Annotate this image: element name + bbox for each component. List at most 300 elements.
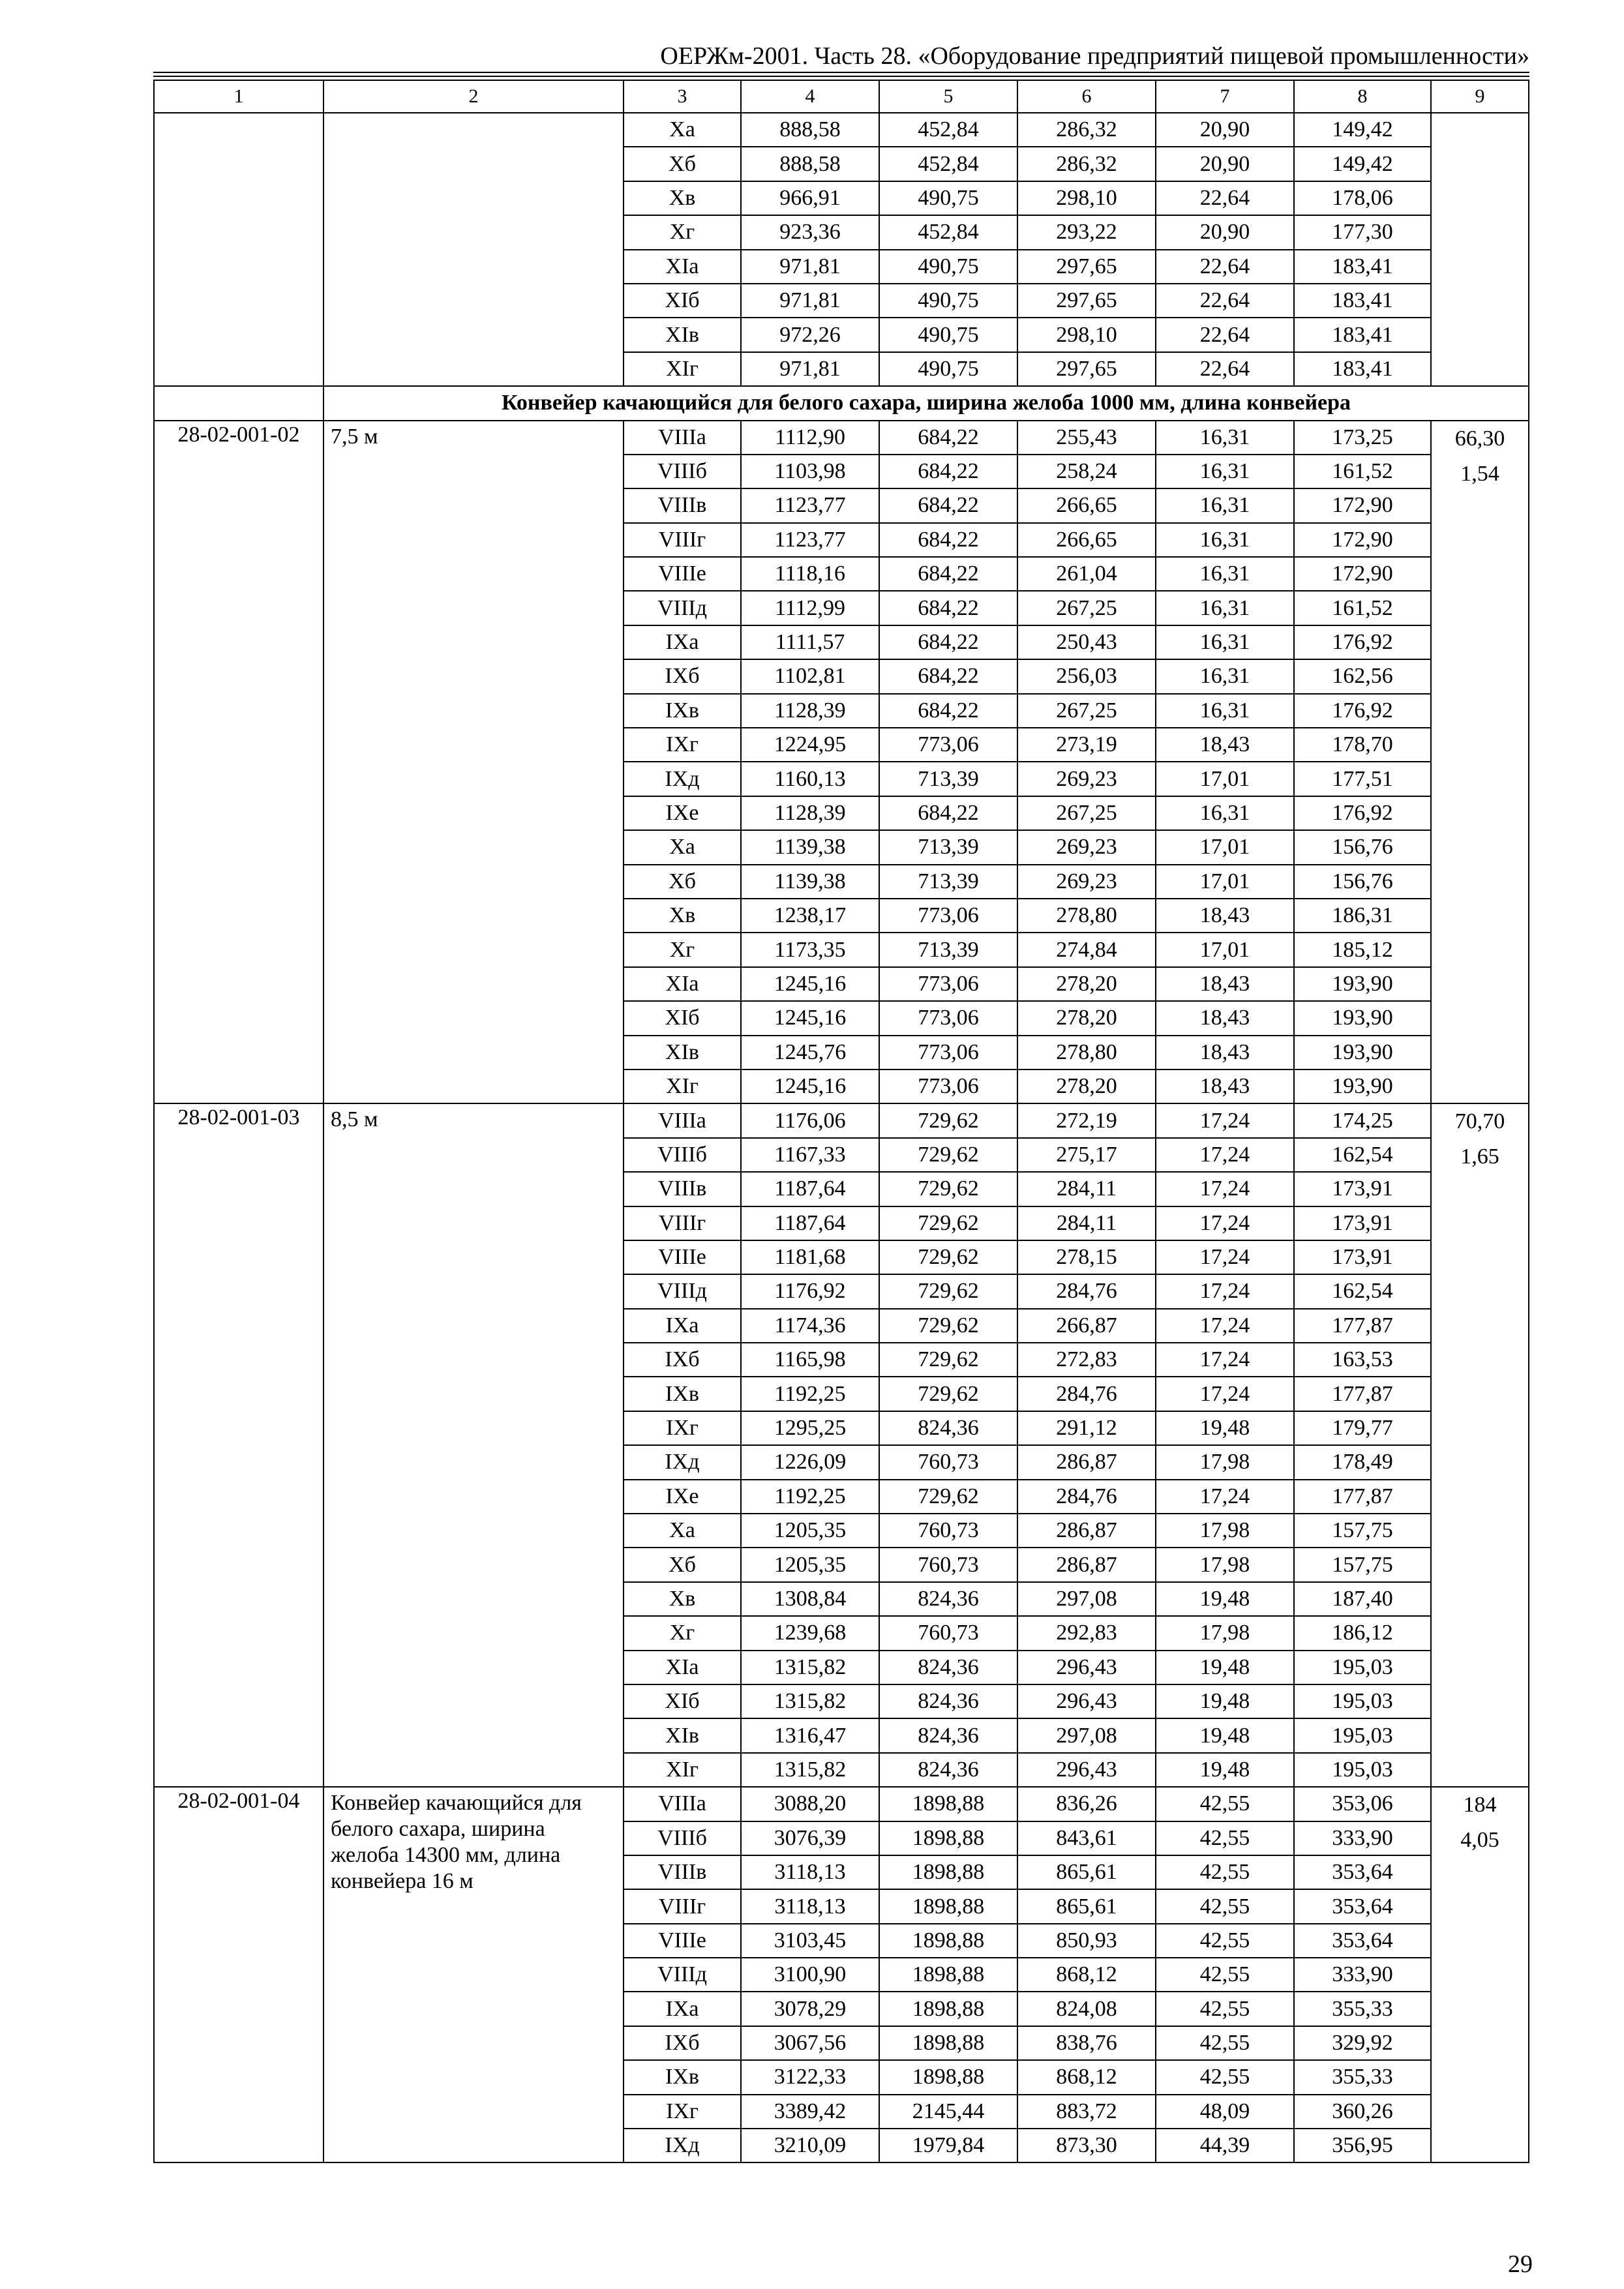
total-cost: 3103,45 xyxy=(741,1924,879,1958)
labor-cost-machinists: 4,05 xyxy=(1460,1828,1499,1853)
zone-code: XIб xyxy=(624,284,741,318)
zone-code: VIIIг xyxy=(624,523,741,557)
materials-cost: 172,90 xyxy=(1294,557,1431,591)
labor-cost-machinists: 1,54 xyxy=(1460,461,1499,486)
machine-cost: 278,15 xyxy=(1017,1240,1156,1274)
zone-code: VIIIв xyxy=(624,488,741,522)
machine-cost: 297,65 xyxy=(1017,284,1156,318)
machine-cost: 291,12 xyxy=(1017,1411,1156,1445)
machine-cost: 292,83 xyxy=(1017,1616,1156,1650)
materials-cost: 177,87 xyxy=(1294,1309,1431,1343)
materials-cost: 355,33 xyxy=(1294,2060,1431,2094)
materials-cost: 353,06 xyxy=(1294,1787,1431,1821)
total-cost: 1315,82 xyxy=(741,1684,879,1718)
materials-cost: 157,75 xyxy=(1294,1514,1431,1548)
zone-code: XIг xyxy=(624,352,741,386)
machine-cost: 275,17 xyxy=(1017,1138,1156,1172)
machinist-wages: 42,55 xyxy=(1156,1787,1294,1821)
machinist-wages: 20,90 xyxy=(1156,215,1294,249)
zone-code: VIIIб xyxy=(624,1821,741,1855)
machine-cost: 296,43 xyxy=(1017,1753,1156,1787)
zone-code: XIб xyxy=(624,1684,741,1718)
materials-cost: 176,92 xyxy=(1294,625,1431,659)
materials-cost: 161,52 xyxy=(1294,455,1431,488)
zone-code: VIIIe xyxy=(624,557,741,591)
estimate-table xyxy=(153,80,1529,2163)
machinist-wages: 22,64 xyxy=(1156,352,1294,386)
column-number-row xyxy=(154,80,1529,113)
materials-cost: 162,56 xyxy=(1294,659,1431,693)
machinist-wages: 17,01 xyxy=(1156,865,1294,899)
total-cost: 1205,35 xyxy=(741,1548,879,1581)
labor-values-cell xyxy=(1431,113,1529,386)
wages: 824,36 xyxy=(879,1582,1017,1616)
total-cost: 1316,47 xyxy=(741,1718,879,1752)
machine-cost: 255,43 xyxy=(1017,421,1156,455)
machine-cost: 286,87 xyxy=(1017,1548,1156,1581)
total-cost: 3389,42 xyxy=(741,2095,879,2129)
table-row xyxy=(154,1787,1529,1821)
wages: 760,73 xyxy=(879,1548,1017,1581)
rate-code: 28-02-001-04 xyxy=(154,1787,323,2162)
wages: 729,62 xyxy=(879,1138,1017,1172)
total-cost: 1102,81 xyxy=(741,659,879,693)
machinist-wages: 44,39 xyxy=(1156,2129,1294,2162)
wages: 1898,88 xyxy=(879,1855,1017,1889)
machinist-wages: 16,31 xyxy=(1156,796,1294,830)
total-cost: 1167,33 xyxy=(741,1138,879,1172)
total-cost: 971,81 xyxy=(741,250,879,284)
total-cost: 3076,39 xyxy=(741,1821,879,1855)
column-number: 5 xyxy=(879,80,1017,113)
total-cost: 1245,76 xyxy=(741,1036,879,1070)
total-cost: 1308,84 xyxy=(741,1582,879,1616)
materials-cost: 163,53 xyxy=(1294,1343,1431,1377)
machine-cost: 284,11 xyxy=(1017,1172,1156,1206)
total-cost: 971,81 xyxy=(741,284,879,318)
machinist-wages: 20,90 xyxy=(1156,113,1294,147)
materials-cost: 183,41 xyxy=(1294,284,1431,318)
total-cost: 971,81 xyxy=(741,352,879,386)
total-cost: 1226,09 xyxy=(741,1445,879,1479)
wages: 452,84 xyxy=(879,147,1017,181)
machine-cost: 278,80 xyxy=(1017,899,1156,933)
rate-code: 28-02-001-03 xyxy=(154,1103,323,1787)
materials-cost: 177,87 xyxy=(1294,1377,1431,1411)
machinist-wages: 16,31 xyxy=(1156,625,1294,659)
total-cost: 1245,16 xyxy=(741,967,879,1001)
materials-cost: 178,06 xyxy=(1294,181,1431,215)
total-cost: 1245,16 xyxy=(741,1070,879,1103)
wages: 1898,88 xyxy=(879,1992,1017,2026)
machine-cost: 278,20 xyxy=(1017,1070,1156,1103)
total-cost: 1173,35 xyxy=(741,933,879,966)
total-cost: 1176,06 xyxy=(741,1103,879,1137)
rate-description: 8,5 м xyxy=(331,1107,378,1132)
machinist-wages: 19,48 xyxy=(1156,1684,1294,1718)
total-cost: 1192,25 xyxy=(741,1480,879,1514)
machinist-wages: 16,31 xyxy=(1156,523,1294,557)
zone-code: Xг xyxy=(624,933,741,966)
machine-cost: 274,84 xyxy=(1017,933,1156,966)
zone-code: VIIIг xyxy=(624,1206,741,1240)
total-cost: 1224,95 xyxy=(741,728,879,762)
wages: 824,36 xyxy=(879,1753,1017,1787)
total-cost: 1123,77 xyxy=(741,488,879,522)
rate-description-cell xyxy=(323,1787,624,2162)
table-row xyxy=(154,113,1529,147)
total-cost: 1139,38 xyxy=(741,830,879,864)
zone-code: VIIIa xyxy=(624,421,741,455)
materials-cost: 176,92 xyxy=(1294,796,1431,830)
materials-cost: 183,41 xyxy=(1294,352,1431,386)
machinist-wages: 17,98 xyxy=(1156,1514,1294,1548)
wages: 452,84 xyxy=(879,113,1017,147)
machinist-wages: 17,24 xyxy=(1156,1172,1294,1206)
materials-cost: 162,54 xyxy=(1294,1274,1431,1308)
zone-code: VIIIд xyxy=(624,1958,741,1992)
zone-code: XIг xyxy=(624,1753,741,1787)
materials-cost: 172,90 xyxy=(1294,523,1431,557)
machine-cost: 284,76 xyxy=(1017,1274,1156,1308)
total-cost: 1128,39 xyxy=(741,694,879,728)
total-cost: 1160,13 xyxy=(741,762,879,796)
zone-code: Xa xyxy=(624,830,741,864)
total-cost: 1112,99 xyxy=(741,591,879,625)
wages: 713,39 xyxy=(879,933,1017,966)
machinist-wages: 17,24 xyxy=(1156,1274,1294,1308)
machinist-wages: 16,31 xyxy=(1156,455,1294,488)
zone-code: VIIIe xyxy=(624,1924,741,1958)
rate-description: Конвейер качающийся для белого сахара, ширина желоба 14300 мм, длина конвейера 16 м xyxy=(331,1791,582,1894)
materials-cost: 178,49 xyxy=(1294,1445,1431,1479)
column-number: 8 xyxy=(1294,80,1431,113)
materials-cost: 353,64 xyxy=(1294,1855,1431,1889)
materials-cost: 149,42 xyxy=(1294,147,1431,181)
total-cost: 3210,09 xyxy=(741,2129,879,2162)
materials-cost: 195,03 xyxy=(1294,1651,1431,1684)
machine-cost: 298,10 xyxy=(1017,318,1156,352)
zone-code: IXд xyxy=(624,2129,741,2162)
machinist-wages: 17,24 xyxy=(1156,1103,1294,1137)
wages: 729,62 xyxy=(879,1480,1017,1514)
zone-code: IXa xyxy=(624,625,741,659)
machine-cost: 286,87 xyxy=(1017,1514,1156,1548)
machinist-wages: 17,24 xyxy=(1156,1480,1294,1514)
zone-code: IXa xyxy=(624,1992,741,2026)
rate-description: 7,5 м xyxy=(331,424,378,449)
zone-code: IXa xyxy=(624,1309,741,1343)
materials-cost: 176,92 xyxy=(1294,694,1431,728)
materials-cost: 353,64 xyxy=(1294,1889,1431,1923)
labor-cost-workers: 70,70 xyxy=(1454,1109,1505,1134)
zone-code: XIa xyxy=(624,967,741,1001)
machinist-wages: 22,64 xyxy=(1156,250,1294,284)
materials-cost: 173,91 xyxy=(1294,1206,1431,1240)
materials-cost: 177,30 xyxy=(1294,215,1431,249)
machinist-wages: 42,55 xyxy=(1156,2060,1294,2094)
total-cost: 1315,82 xyxy=(741,1753,879,1787)
zone-code: XIa xyxy=(624,1651,741,1684)
total-cost: 3100,90 xyxy=(741,1958,879,1992)
machine-cost: 269,23 xyxy=(1017,865,1156,899)
zone-code: IXг xyxy=(624,1411,741,1445)
wages: 1898,88 xyxy=(879,1958,1017,1992)
wages: 490,75 xyxy=(879,284,1017,318)
machine-cost: 297,08 xyxy=(1017,1718,1156,1752)
machine-cost: 261,04 xyxy=(1017,557,1156,591)
zone-code: Xa xyxy=(624,113,741,147)
machine-cost: 293,22 xyxy=(1017,215,1156,249)
machinist-wages: 16,31 xyxy=(1156,659,1294,693)
total-cost: 3122,33 xyxy=(741,2060,879,2094)
wages: 1898,88 xyxy=(879,1924,1017,1958)
zone-code: VIIIa xyxy=(624,1103,741,1137)
wages: 760,73 xyxy=(879,1514,1017,1548)
total-cost: 1103,98 xyxy=(741,455,879,488)
rate-code: 28-02-001-02 xyxy=(154,421,323,1104)
materials-cost: 149,42 xyxy=(1294,113,1431,147)
zone-code: IXб xyxy=(624,1343,741,1377)
machine-cost: 273,19 xyxy=(1017,728,1156,762)
total-cost: 1128,39 xyxy=(741,796,879,830)
total-cost: 1187,64 xyxy=(741,1172,879,1206)
machine-cost: 267,25 xyxy=(1017,796,1156,830)
wages: 773,06 xyxy=(879,1070,1017,1103)
total-cost: 1176,92 xyxy=(741,1274,879,1308)
labor-cost-workers: 184 xyxy=(1463,1793,1497,1818)
machinist-wages: 18,43 xyxy=(1156,1001,1294,1035)
machine-cost: 258,24 xyxy=(1017,455,1156,488)
machinist-wages: 16,31 xyxy=(1156,421,1294,455)
wages: 490,75 xyxy=(879,318,1017,352)
materials-cost: 193,90 xyxy=(1294,967,1431,1001)
total-cost: 3088,20 xyxy=(741,1787,879,1821)
machine-cost: 865,61 xyxy=(1017,1889,1156,1923)
machinist-wages: 16,31 xyxy=(1156,694,1294,728)
rate-description-cell xyxy=(323,421,624,1104)
wages: 760,73 xyxy=(879,1445,1017,1479)
machinist-wages: 17,01 xyxy=(1156,933,1294,966)
materials-cost: 156,76 xyxy=(1294,830,1431,864)
wages: 1898,88 xyxy=(879,1787,1017,1821)
zone-code: IXв xyxy=(624,2060,741,2094)
machine-cost: 843,61 xyxy=(1017,1821,1156,1855)
wages: 684,22 xyxy=(879,557,1017,591)
wages: 684,22 xyxy=(879,455,1017,488)
zone-code: IXб xyxy=(624,2026,741,2060)
wages: 824,36 xyxy=(879,1718,1017,1752)
column-number: 3 xyxy=(624,80,741,113)
wages: 1898,88 xyxy=(879,1889,1017,1923)
column-number: 7 xyxy=(1156,80,1294,113)
machine-cost: 267,25 xyxy=(1017,694,1156,728)
zone-code: Xб xyxy=(624,865,741,899)
machinist-wages: 19,48 xyxy=(1156,1753,1294,1787)
machinist-wages: 17,98 xyxy=(1156,1616,1294,1650)
machine-cost: 250,43 xyxy=(1017,625,1156,659)
header-rule xyxy=(153,72,1529,73)
machinist-wages: 16,31 xyxy=(1156,591,1294,625)
materials-cost: 162,54 xyxy=(1294,1138,1431,1172)
materials-cost: 157,75 xyxy=(1294,1548,1431,1581)
machinist-wages: 22,64 xyxy=(1156,181,1294,215)
wages: 773,06 xyxy=(879,1001,1017,1035)
total-cost: 3078,29 xyxy=(741,1992,879,2026)
materials-cost: 360,26 xyxy=(1294,2095,1431,2129)
labor-values-cell xyxy=(1431,1103,1529,1787)
machine-cost: 278,80 xyxy=(1017,1036,1156,1070)
machine-cost: 266,65 xyxy=(1017,488,1156,522)
wages: 713,39 xyxy=(879,830,1017,864)
zone-code: XIa xyxy=(624,250,741,284)
total-cost: 888,58 xyxy=(741,147,879,181)
labor-values-cell xyxy=(1431,421,1529,1104)
machinist-wages: 17,24 xyxy=(1156,1309,1294,1343)
wages: 729,62 xyxy=(879,1103,1017,1137)
machine-cost: 297,65 xyxy=(1017,250,1156,284)
machine-cost: 868,12 xyxy=(1017,1958,1156,1992)
wages: 684,22 xyxy=(879,659,1017,693)
machine-cost: 284,11 xyxy=(1017,1206,1156,1240)
column-number: 2 xyxy=(323,80,624,113)
materials-cost: 186,31 xyxy=(1294,899,1431,933)
materials-cost: 355,33 xyxy=(1294,1992,1431,2026)
machine-cost: 278,20 xyxy=(1017,967,1156,1001)
section-spacer xyxy=(154,386,323,420)
machine-cost: 272,19 xyxy=(1017,1103,1156,1137)
zone-code: VIIIв xyxy=(624,1172,741,1206)
zone-code: Xг xyxy=(624,215,741,249)
zone-code: IXв xyxy=(624,694,741,728)
materials-cost: 173,25 xyxy=(1294,421,1431,455)
materials-cost: 193,90 xyxy=(1294,1036,1431,1070)
materials-cost: 161,52 xyxy=(1294,591,1431,625)
machine-cost: 298,10 xyxy=(1017,181,1156,215)
machine-cost: 266,65 xyxy=(1017,523,1156,557)
machine-cost: 286,87 xyxy=(1017,1445,1156,1479)
rate-description-cell xyxy=(323,113,624,386)
machine-cost: 296,43 xyxy=(1017,1651,1156,1684)
zone-code: Xa xyxy=(624,1514,741,1548)
wages: 729,62 xyxy=(879,1309,1017,1343)
document-title: ОЕРЖм-2001. Часть 28. «Оборудование предприятий пищевой промышленности» xyxy=(660,42,1529,70)
zone-code: IXe xyxy=(624,796,741,830)
section-title: Конвейер качающийся для белого сахара, ширина желоба 1000 мм, длина конвейера xyxy=(323,386,1529,420)
total-cost: 1239,68 xyxy=(741,1616,879,1650)
machinist-wages: 18,43 xyxy=(1156,967,1294,1001)
wages: 684,22 xyxy=(879,796,1017,830)
zone-code: Xв xyxy=(624,1582,741,1616)
machine-cost: 256,03 xyxy=(1017,659,1156,693)
total-cost: 1181,68 xyxy=(741,1240,879,1274)
machinist-wages: 18,43 xyxy=(1156,1070,1294,1103)
zone-code: Xг xyxy=(624,1616,741,1650)
materials-cost: 177,51 xyxy=(1294,762,1431,796)
materials-cost: 178,70 xyxy=(1294,728,1431,762)
materials-cost: 353,64 xyxy=(1294,1924,1431,1958)
wages: 684,22 xyxy=(879,523,1017,557)
wages: 773,06 xyxy=(879,899,1017,933)
zone-code: VIIIд xyxy=(624,591,741,625)
materials-cost: 195,03 xyxy=(1294,1753,1431,1787)
table-row xyxy=(154,1103,1529,1137)
zone-code: IXд xyxy=(624,762,741,796)
total-cost: 923,36 xyxy=(741,215,879,249)
wages: 729,62 xyxy=(879,1172,1017,1206)
total-cost: 1315,82 xyxy=(741,1651,879,1684)
machinist-wages: 17,98 xyxy=(1156,1445,1294,1479)
wages: 773,06 xyxy=(879,1036,1017,1070)
materials-cost: 177,87 xyxy=(1294,1480,1431,1514)
materials-cost: 333,90 xyxy=(1294,1958,1431,1992)
machinist-wages: 42,55 xyxy=(1156,2026,1294,2060)
materials-cost: 329,92 xyxy=(1294,2026,1431,2060)
machinist-wages: 16,31 xyxy=(1156,488,1294,522)
materials-cost: 186,12 xyxy=(1294,1616,1431,1650)
total-cost: 966,91 xyxy=(741,181,879,215)
wages: 773,06 xyxy=(879,967,1017,1001)
machine-cost: 269,23 xyxy=(1017,762,1156,796)
wages: 773,06 xyxy=(879,728,1017,762)
materials-cost: 183,41 xyxy=(1294,250,1431,284)
rate-code xyxy=(154,113,323,386)
wages: 684,22 xyxy=(879,694,1017,728)
wages: 490,75 xyxy=(879,181,1017,215)
total-cost: 1174,36 xyxy=(741,1309,879,1343)
wages: 1898,88 xyxy=(879,2026,1017,2060)
wages: 2145,44 xyxy=(879,2095,1017,2129)
total-cost: 1111,57 xyxy=(741,625,879,659)
machinist-wages: 17,24 xyxy=(1156,1138,1294,1172)
zone-code: Xв xyxy=(624,899,741,933)
materials-cost: 195,03 xyxy=(1294,1718,1431,1752)
column-number: 1 xyxy=(154,80,323,113)
machinist-wages: 17,01 xyxy=(1156,762,1294,796)
materials-cost: 172,90 xyxy=(1294,488,1431,522)
wages: 824,36 xyxy=(879,1684,1017,1718)
labor-cost-workers: 66,30 xyxy=(1454,426,1505,451)
total-cost: 3118,13 xyxy=(741,1889,879,1923)
machinist-wages: 17,98 xyxy=(1156,1548,1294,1581)
header-rule xyxy=(153,76,1529,77)
materials-cost: 173,91 xyxy=(1294,1240,1431,1274)
rate-description-cell xyxy=(323,1103,624,1787)
machinist-wages: 16,31 xyxy=(1156,557,1294,591)
zone-code: XIг xyxy=(624,1070,741,1103)
machinist-wages: 17,24 xyxy=(1156,1206,1294,1240)
machine-cost: 284,76 xyxy=(1017,1480,1156,1514)
wages: 1979,84 xyxy=(879,2129,1017,2162)
machine-cost: 836,26 xyxy=(1017,1787,1156,1821)
wages: 713,39 xyxy=(879,865,1017,899)
total-cost: 972,26 xyxy=(741,318,879,352)
wages: 1898,88 xyxy=(879,1821,1017,1855)
wages: 490,75 xyxy=(879,352,1017,386)
wages: 729,62 xyxy=(879,1206,1017,1240)
materials-cost: 193,90 xyxy=(1294,1001,1431,1035)
materials-cost: 333,90 xyxy=(1294,1821,1431,1855)
zone-code: VIIIб xyxy=(624,1138,741,1172)
estimate-table-container xyxy=(153,80,1529,2163)
machinist-wages: 48,09 xyxy=(1156,2095,1294,2129)
zone-code: IXв xyxy=(624,1377,741,1411)
total-cost: 1187,64 xyxy=(741,1206,879,1240)
total-cost: 3118,13 xyxy=(741,1855,879,1889)
labor-values-cell xyxy=(1431,1787,1529,2162)
machine-cost: 838,76 xyxy=(1017,2026,1156,2060)
labor-cost-machinists: 1,65 xyxy=(1460,1144,1499,1169)
